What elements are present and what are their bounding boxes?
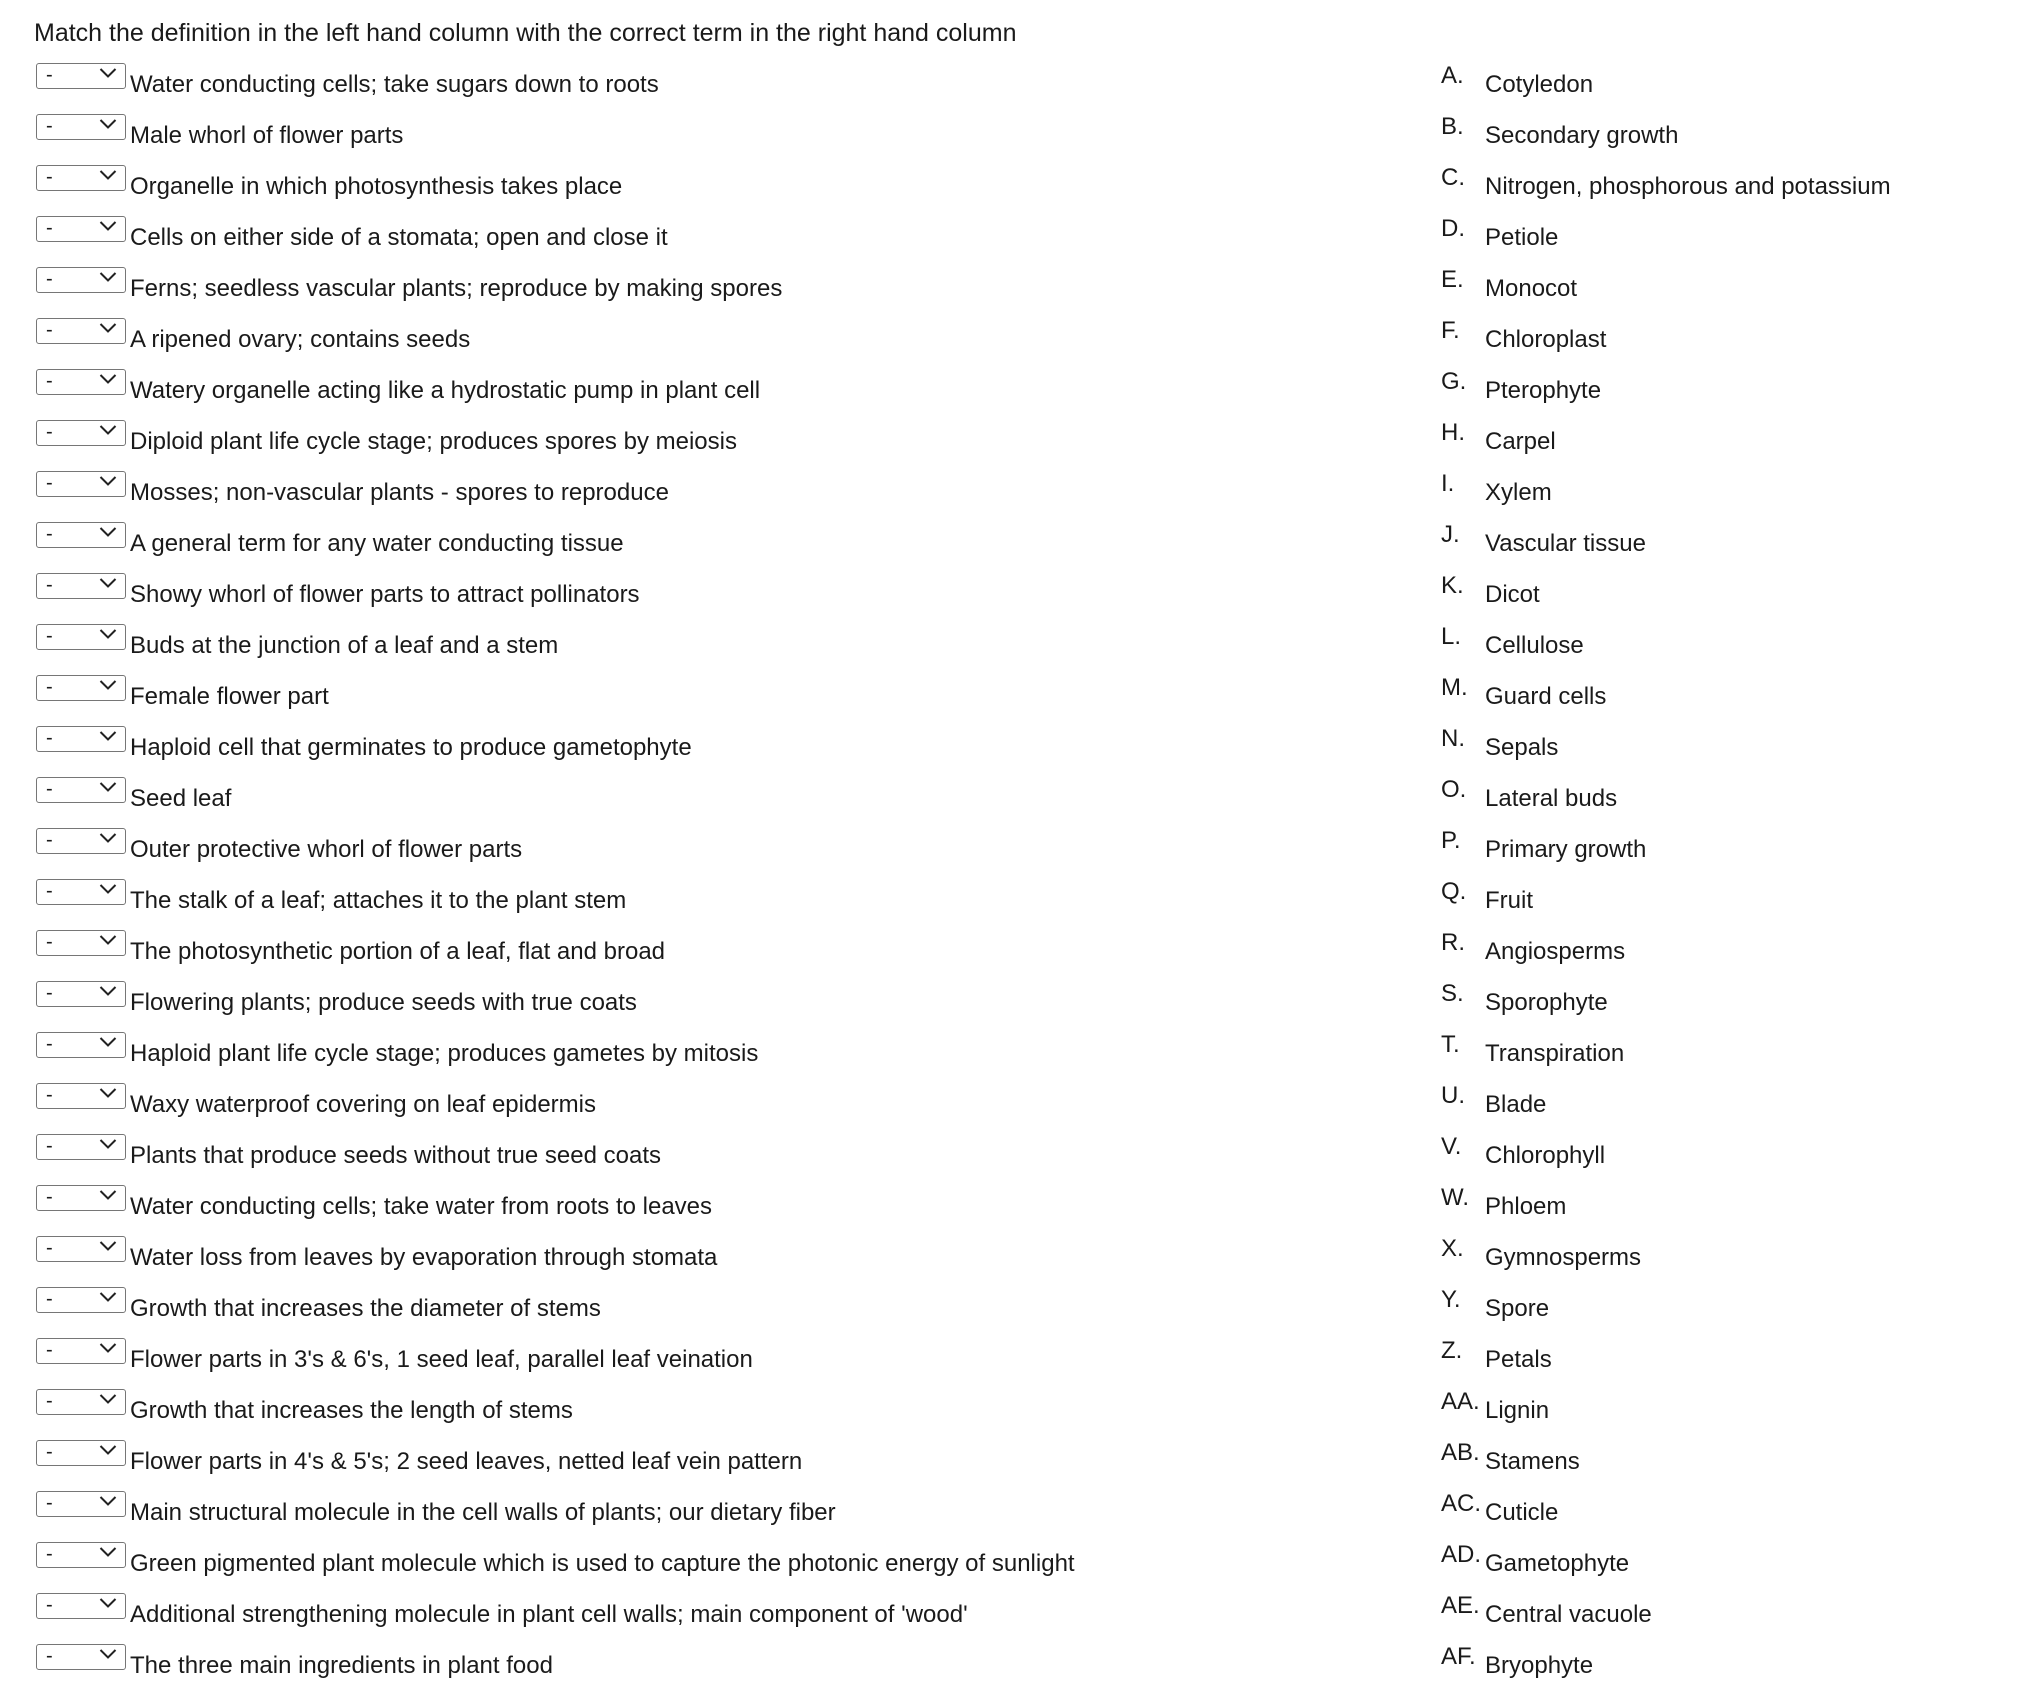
definition-text: Haploid plant life cycle stage; produces gametes by mitosis: [130, 1040, 759, 1067]
definition-text: Growth that increases the diameter of stems: [130, 1295, 601, 1322]
definition-text: Additional strengthening molecule in plant cell walls; main component of 'wood': [130, 1601, 968, 1628]
term-text: Blade: [1485, 1091, 1547, 1118]
definition-text: Seed leaf: [130, 785, 232, 812]
answer-select[interactable]: [36, 930, 126, 956]
answer-select[interactable]: [36, 573, 126, 599]
definition-row: [36, 160, 1075, 211]
answer-select-value: -: [46, 1390, 53, 1412]
term-letter: N.: [1441, 725, 1465, 752]
term-letter: U.: [1441, 1082, 1465, 1109]
definition-text: Main structural molecule in the cell walls of plants; our dietary fiber: [130, 1499, 836, 1526]
chevron-down-icon: [99, 526, 117, 538]
answer-select-value: -: [46, 523, 53, 545]
definition-text: Flowering plants; produce seeds with true coats: [130, 989, 637, 1016]
definition-row: [36, 211, 1075, 262]
answer-select[interactable]: [36, 777, 126, 803]
term-text: Pterophyte: [1485, 377, 1602, 404]
definition-row: [36, 517, 1075, 568]
term-letter: O.: [1441, 776, 1467, 803]
definition-row: [36, 670, 1075, 721]
term-text: Chloroplast: [1485, 326, 1607, 353]
definition-row: [36, 874, 1075, 925]
term-text: Sporophyte: [1485, 989, 1608, 1016]
answer-select-value: -: [46, 217, 53, 239]
answer-select[interactable]: [36, 420, 126, 446]
answer-select[interactable]: [36, 522, 126, 548]
answer-select[interactable]: [36, 1542, 126, 1568]
definition-row: [36, 619, 1075, 670]
answer-select-value: -: [46, 472, 53, 494]
definition-row: [36, 925, 1075, 976]
definition-text: Female flower part: [130, 683, 329, 710]
chevron-down-icon: [99, 475, 117, 487]
term-text: Petals: [1485, 1346, 1552, 1373]
answer-select-value: -: [46, 1645, 53, 1667]
chevron-down-icon: [99, 781, 117, 793]
answer-select[interactable]: [36, 1134, 126, 1160]
answer-select-value: -: [46, 727, 53, 749]
definition-row: [36, 1435, 1075, 1486]
answer-select-value: -: [46, 982, 53, 1004]
answer-select-value: -: [46, 64, 53, 86]
answer-select[interactable]: [36, 1185, 126, 1211]
answer-select[interactable]: [36, 318, 126, 344]
chevron-down-icon: [99, 169, 117, 181]
answer-select-value: -: [46, 1492, 53, 1514]
term-text: Stamens: [1485, 1448, 1580, 1475]
answer-select[interactable]: [36, 726, 126, 752]
answer-select-value: -: [46, 1033, 53, 1055]
term-letter: AD.: [1441, 1541, 1482, 1568]
term-text: Sepals: [1485, 734, 1559, 761]
answer-select[interactable]: [36, 216, 126, 242]
definition-text: Green pigmented plant molecule which is used to capture the photonic energy of sunlight: [130, 1550, 1075, 1577]
answer-select-value: -: [46, 1288, 53, 1310]
answer-select[interactable]: [36, 879, 126, 905]
term-letter: H.: [1441, 419, 1465, 446]
term-letter: I.: [1441, 470, 1455, 497]
answer-select-value: -: [46, 115, 53, 137]
term-text: Fruit: [1485, 887, 1533, 914]
term-text: Guard cells: [1485, 683, 1607, 710]
answer-select-value: -: [46, 1543, 53, 1565]
term-letter: F.: [1441, 317, 1460, 344]
answer-select-value: -: [46, 1237, 53, 1259]
term-text: Dicot: [1485, 581, 1540, 608]
answer-select[interactable]: [36, 114, 126, 140]
term-text: Gymnosperms: [1485, 1244, 1642, 1271]
chevron-down-icon: [99, 1393, 117, 1405]
instructions: Match the definition in the left hand column with the correct term in the right hand column: [34, 19, 1017, 47]
definition-row: [36, 1027, 1075, 1078]
definition-text: Flower parts in 3's & 6's, 1 seed leaf, parallel leaf veination: [130, 1346, 753, 1373]
chevron-down-icon: [99, 1291, 117, 1303]
term-text: Xylem: [1485, 479, 1552, 506]
answer-select[interactable]: [36, 267, 126, 293]
term-letter: AB.: [1441, 1439, 1480, 1466]
definition-row: [36, 772, 1075, 823]
definition-text: Outer protective whorl of flower parts: [130, 836, 523, 863]
definition-row: [36, 262, 1075, 313]
answer-select-value: -: [46, 421, 53, 443]
answer-select-value: -: [46, 1186, 53, 1208]
definition-row: [36, 466, 1075, 517]
definition-row: [36, 1180, 1075, 1231]
term-text: Carpel: [1485, 428, 1556, 455]
definition-row: [36, 1639, 1075, 1690]
answer-select[interactable]: [36, 1287, 126, 1313]
term-text: Angiosperms: [1485, 938, 1626, 965]
answer-select[interactable]: [36, 675, 126, 701]
term-letter: V.: [1441, 1133, 1462, 1160]
term-letter: G.: [1441, 368, 1467, 395]
definition-row: [36, 721, 1075, 772]
definition-text: Water conducting cells; take sugars down to roots: [130, 71, 659, 98]
definition-row: [36, 1129, 1075, 1180]
answer-select[interactable]: [36, 63, 126, 89]
definition-text: A general term for any water conducting tissue: [130, 530, 624, 557]
answer-select[interactable]: [36, 828, 126, 854]
chevron-down-icon: [99, 832, 117, 844]
definition-row: [36, 1588, 1075, 1639]
answer-select[interactable]: [36, 1338, 126, 1364]
term-text: Transpiration: [1485, 1040, 1625, 1067]
answer-select[interactable]: [36, 471, 126, 497]
term-letter: B.: [1441, 113, 1464, 140]
term-letter: X.: [1441, 1235, 1464, 1262]
term-text: Vascular tissue: [1485, 530, 1646, 557]
definition-text: Water loss from leaves by evaporation through stomata: [130, 1244, 718, 1271]
term-text: Bryophyte: [1485, 1652, 1594, 1679]
term-letter: AA.: [1441, 1388, 1480, 1415]
term-text: Cotyledon: [1485, 71, 1594, 98]
definition-text: Showy whorl of flower parts to attract pollinators: [130, 581, 640, 608]
definition-text: Plants that produce seeds without true seed coats: [130, 1142, 661, 1169]
answer-select-value: -: [46, 574, 53, 596]
answer-select[interactable]: [36, 1491, 126, 1517]
chevron-down-icon: [99, 1240, 117, 1252]
chevron-down-icon: [99, 628, 117, 640]
chevron-down-icon: [99, 373, 117, 385]
definition-row: [36, 1537, 1075, 1588]
answer-select-value: -: [46, 166, 53, 188]
chevron-down-icon: [99, 1597, 117, 1609]
term-letter: AF.: [1441, 1643, 1476, 1670]
definition-row: [36, 976, 1075, 1027]
definition-text: Flower parts in 4's & 5's; 2 seed leaves, netted leaf vein pattern: [130, 1448, 803, 1475]
answer-select-value: -: [46, 1084, 53, 1106]
term-letter: R.: [1441, 929, 1465, 956]
definition-row: [36, 568, 1075, 619]
term-letter: M.: [1441, 674, 1468, 701]
term-text: Petiole: [1485, 224, 1559, 251]
definition-row: [36, 364, 1075, 415]
chevron-down-icon: [99, 679, 117, 691]
definition-text: The stalk of a leaf; attaches it to the plant stem: [130, 887, 627, 914]
answer-select-value: -: [46, 880, 53, 902]
definition-row: [36, 415, 1075, 466]
term-text: Lignin: [1485, 1397, 1550, 1424]
term-letter: K.: [1441, 572, 1464, 599]
definition-row: [36, 1486, 1075, 1537]
definition-text: A ripened ovary; contains seeds: [130, 326, 471, 353]
answer-select[interactable]: [36, 1593, 126, 1619]
answer-select[interactable]: [36, 1083, 126, 1109]
definition-text: Growth that increases the length of stems: [130, 1397, 573, 1424]
term-letter: Z.: [1441, 1337, 1463, 1364]
definition-text: The three main ingredients in plant food: [130, 1652, 553, 1679]
answer-select-value: -: [46, 268, 53, 290]
chevron-down-icon: [99, 1444, 117, 1456]
answer-select[interactable]: [36, 1032, 126, 1058]
chevron-down-icon: [99, 985, 117, 997]
chevron-down-icon: [99, 1138, 117, 1150]
term-text: Central vacuole: [1485, 1601, 1652, 1628]
term-letter: Q.: [1441, 878, 1467, 905]
definition-text: Watery organelle acting like a hydrostatic pump in plant cell: [130, 377, 761, 404]
definition-row: [36, 313, 1075, 364]
term-text: Primary growth: [1485, 836, 1647, 863]
chevron-down-icon: [99, 1342, 117, 1354]
chevron-down-icon: [99, 1648, 117, 1660]
definition-text: Male whorl of flower parts: [130, 122, 404, 149]
chevron-down-icon: [99, 322, 117, 334]
answer-select-value: -: [46, 829, 53, 851]
definition-row: [36, 1231, 1075, 1282]
answer-select-value: -: [46, 319, 53, 341]
term-letter: J.: [1441, 521, 1460, 548]
answer-select[interactable]: [36, 1236, 126, 1262]
definition-row: [36, 109, 1075, 160]
chevron-down-icon: [99, 1036, 117, 1048]
term-letter: AC.: [1441, 1490, 1482, 1517]
term-text: Lateral buds: [1485, 785, 1618, 812]
answer-select[interactable]: [36, 981, 126, 1007]
term-letter: Y.: [1441, 1286, 1461, 1313]
answer-select-value: -: [46, 676, 53, 698]
chevron-down-icon: [99, 1087, 117, 1099]
term-text: Secondary growth: [1485, 122, 1679, 149]
term-letter: C.: [1441, 164, 1465, 191]
answer-select[interactable]: [36, 1389, 126, 1415]
term-letter: L.: [1441, 623, 1462, 650]
answer-select-value: -: [46, 1339, 53, 1361]
chevron-down-icon: [99, 730, 117, 742]
answer-select-value: -: [46, 778, 53, 800]
chevron-down-icon: [99, 271, 117, 283]
definition-row: [36, 1384, 1075, 1435]
answer-select[interactable]: [36, 1644, 126, 1670]
definition-text: Mosses; non-vascular plants - spores to reproduce: [130, 479, 669, 506]
definition-row: [36, 1333, 1075, 1384]
term-letter: A.: [1441, 62, 1464, 89]
term-letter: P.: [1441, 827, 1461, 854]
term-text: Chlorophyll: [1485, 1142, 1606, 1169]
term-letter: S.: [1441, 980, 1464, 1007]
definition-text: Water conducting cells; take water from roots to leaves: [130, 1193, 713, 1220]
chevron-down-icon: [99, 1546, 117, 1558]
answer-select-value: -: [46, 1441, 53, 1463]
definitions-list: [36, 58, 1075, 1690]
chevron-down-icon: [99, 118, 117, 130]
chevron-down-icon: [99, 424, 117, 436]
definition-text: The photosynthetic portion of a leaf, flat and broad: [130, 938, 666, 965]
term-letter: T.: [1441, 1031, 1460, 1058]
chevron-down-icon: [99, 67, 117, 79]
answer-select-value: -: [46, 625, 53, 647]
term-text: Gametophyte: [1485, 1550, 1630, 1577]
definition-text: Organelle in which photosynthesis takes place: [130, 173, 623, 200]
definition-row: [36, 1078, 1075, 1129]
term-text: Monocot: [1485, 275, 1578, 302]
answer-select[interactable]: [36, 624, 126, 650]
term-text: Cellulose: [1485, 632, 1584, 659]
term-letter: D.: [1441, 215, 1465, 242]
definition-row: [36, 1282, 1075, 1333]
definition-text: Diploid plant life cycle stage; produces spores by meiosis: [130, 428, 737, 455]
answer-select-value: -: [46, 370, 53, 392]
definition-row: [36, 823, 1075, 874]
definition-text: Buds at the junction of a leaf and a stem: [130, 632, 559, 659]
answer-select-value: -: [46, 1135, 53, 1157]
answer-select-value: -: [46, 1594, 53, 1616]
chevron-down-icon: [99, 934, 117, 946]
answer-select[interactable]: [36, 165, 126, 191]
definition-text: Haploid cell that germinates to produce gametophyte: [130, 734, 692, 761]
answer-select[interactable]: [36, 369, 126, 395]
definition-text: Ferns; seedless vascular plants; reproduce by making spores: [130, 275, 783, 302]
chevron-down-icon: [99, 1495, 117, 1507]
term-letter: AE.: [1441, 1592, 1480, 1619]
chevron-down-icon: [99, 1189, 117, 1201]
definition-text: Waxy waterproof covering on leaf epidermis: [130, 1091, 596, 1118]
term-text: Spore: [1485, 1295, 1550, 1322]
term-text: Phloem: [1485, 1193, 1567, 1220]
term-letter: W.: [1441, 1184, 1469, 1211]
term-text: Cuticle: [1485, 1499, 1559, 1526]
answer-select-value: -: [46, 931, 53, 953]
term-letter: E.: [1441, 266, 1464, 293]
definition-row: [36, 58, 1075, 109]
chevron-down-icon: [99, 883, 117, 895]
answer-select[interactable]: [36, 1440, 126, 1466]
definition-text: Cells on either side of a stomata; open and close it: [130, 224, 668, 251]
chevron-down-icon: [99, 577, 117, 589]
term-text: Nitrogen, phosphorous and potassium: [1485, 173, 1891, 200]
chevron-down-icon: [99, 220, 117, 232]
